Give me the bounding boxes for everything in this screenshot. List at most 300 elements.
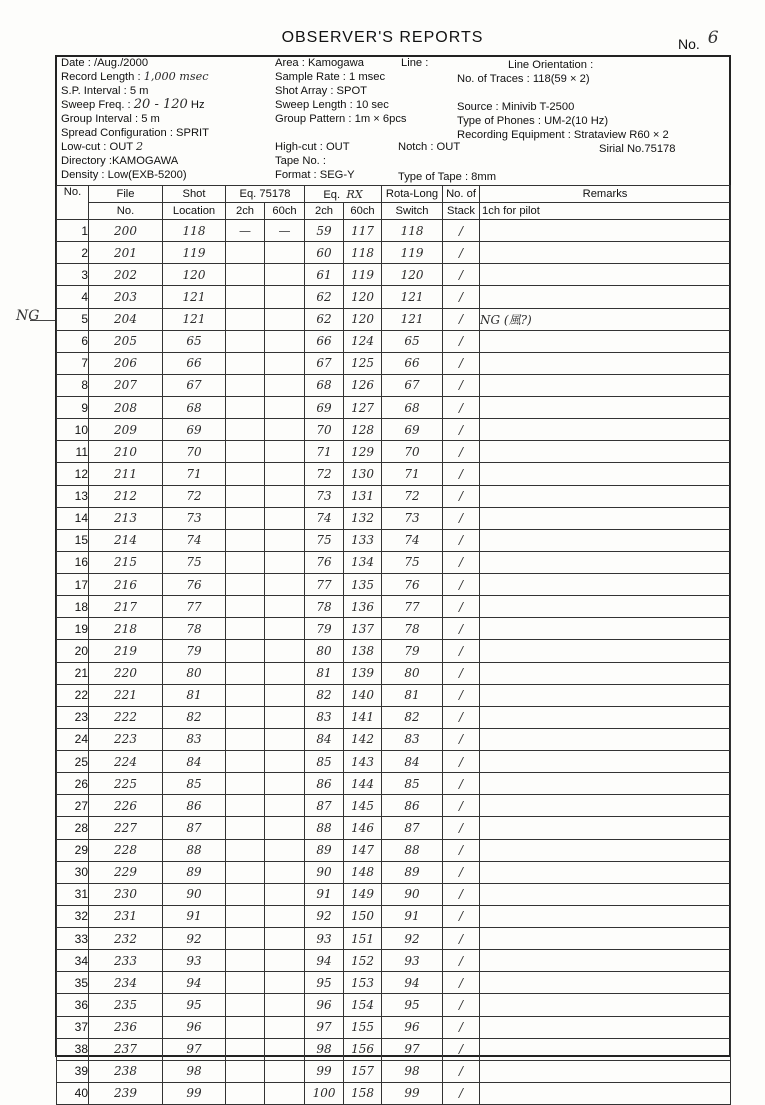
density-field: Density : Low(EXB-5200) (61, 169, 187, 181)
stack-cell: / (443, 220, 480, 242)
file-no-cell: 228 (89, 839, 163, 861)
eq2-60ch-cell: 156 (344, 1038, 382, 1060)
eq1-60ch-cell (265, 751, 305, 773)
rota-switch-cell: 86 (382, 795, 443, 817)
remarks-cell (480, 574, 731, 596)
stack-cell: / (443, 352, 480, 374)
low-cut-field (61, 140, 143, 154)
file-no-cell: 207 (89, 374, 163, 396)
eq1-60ch-cell (265, 618, 305, 640)
eq1-2ch-cell (226, 883, 265, 905)
shot-location-cell: 79 (163, 640, 226, 662)
remarks-cell (480, 220, 731, 242)
col-header-shot: Shot (163, 186, 226, 203)
tape-type-field: Type of Tape : 8mm (398, 171, 497, 183)
eq1-2ch-cell (226, 861, 265, 883)
table-row (57, 994, 731, 1016)
remarks-cell (480, 397, 731, 419)
rota-switch-cell: 92 (382, 928, 443, 950)
shot-location-cell: 88 (163, 839, 226, 861)
col-header-eq1: Eq. 75178 (226, 186, 305, 203)
shot-location-cell: 98 (163, 1060, 226, 1082)
eq2-60ch-cell: 146 (344, 817, 382, 839)
row-number: 3 (57, 264, 89, 286)
stack-cell: / (443, 662, 480, 684)
file-no-cell: 235 (89, 994, 163, 1016)
eq1-2ch-cell (226, 1038, 265, 1060)
rota-switch-cell: 75 (382, 551, 443, 573)
eq2-60ch-cell: 128 (344, 419, 382, 441)
row-number: 26 (57, 773, 89, 795)
table-row (57, 507, 731, 529)
file-no-cell: 204 (89, 308, 163, 330)
row-number: 40 (57, 1082, 89, 1104)
stack-cell: / (443, 596, 480, 618)
stack-cell: / (443, 1082, 480, 1104)
eq1-2ch-cell (226, 1082, 265, 1104)
remarks-cell (480, 795, 731, 817)
remarks-cell (480, 529, 731, 551)
shot-location-cell: 75 (163, 551, 226, 573)
table-row (57, 1082, 731, 1104)
shot-location-cell: 65 (163, 330, 226, 352)
remarks-cell (480, 1038, 731, 1060)
rota-switch-cell: 68 (382, 397, 443, 419)
row-number: 15 (57, 529, 89, 551)
eq1-60ch-cell (265, 883, 305, 905)
row-number: 28 (57, 817, 89, 839)
eq2-60ch-cell: 138 (344, 640, 382, 662)
stack-cell: / (443, 839, 480, 861)
remarks-cell (480, 330, 731, 352)
rota-switch-cell: 76 (382, 574, 443, 596)
document-number (678, 28, 719, 54)
row-number: 10 (57, 419, 89, 441)
shot-location-cell: 77 (163, 596, 226, 618)
page-title: OBSERVER'S REPORTS (281, 29, 484, 46)
row-number: 11 (57, 441, 89, 463)
eq1-2ch-cell (226, 441, 265, 463)
file-no-cell: 216 (89, 574, 163, 596)
eq1-2ch-cell (226, 950, 265, 972)
stack-cell: / (443, 706, 480, 728)
col-header-eq2-60ch: 60ch (344, 203, 382, 220)
table-row (57, 1060, 731, 1082)
rota-switch-cell: 95 (382, 994, 443, 1016)
eq2-2ch-cell: 60 (305, 242, 344, 264)
eq2-2ch-cell: 98 (305, 1038, 344, 1060)
file-no-cell: 205 (89, 330, 163, 352)
eq1-2ch-cell: — (226, 220, 265, 242)
row-number: 19 (57, 618, 89, 640)
col-header-eq2-mark: RX (346, 187, 363, 201)
remarks-cell (480, 242, 731, 264)
eq2-2ch-cell: 66 (305, 330, 344, 352)
table-row (57, 242, 731, 264)
file-no-cell: 202 (89, 264, 163, 286)
eq2-60ch-cell: 135 (344, 574, 382, 596)
rota-switch-cell: 84 (382, 751, 443, 773)
row-number: 20 (57, 640, 89, 662)
eq1-60ch-cell (265, 684, 305, 706)
eq2-60ch-cell: 127 (344, 397, 382, 419)
file-no-cell: 236 (89, 1016, 163, 1038)
rota-switch-cell: 78 (382, 618, 443, 640)
file-no-cell: 201 (89, 242, 163, 264)
eq1-2ch-cell (226, 330, 265, 352)
table-row (57, 972, 731, 994)
eq2-2ch-cell: 80 (305, 640, 344, 662)
file-no-cell: 210 (89, 441, 163, 463)
rota-switch-cell: 121 (382, 308, 443, 330)
col-header-eq2-label: Eq. (323, 188, 341, 201)
stack-cell: / (443, 574, 480, 596)
stack-cell: / (443, 640, 480, 662)
eq1-2ch-cell (226, 773, 265, 795)
file-no-cell: 206 (89, 352, 163, 374)
stack-cell: / (443, 684, 480, 706)
stack-cell: / (443, 374, 480, 396)
table-row (57, 728, 731, 750)
eq2-2ch-cell: 76 (305, 551, 344, 573)
eq2-60ch-cell: 152 (344, 950, 382, 972)
low-cut-label: Low-cut : OUT (61, 141, 133, 153)
stack-cell: / (443, 773, 480, 795)
source-field: Source : Minivib T-2500 (457, 101, 575, 113)
row-number: 7 (57, 352, 89, 374)
rota-switch-cell: 90 (382, 883, 443, 905)
table-row (57, 286, 731, 308)
eq1-2ch-cell (226, 242, 265, 264)
rota-switch-cell: 85 (382, 773, 443, 795)
stack-cell: / (443, 441, 480, 463)
rota-switch-cell: 83 (382, 728, 443, 750)
sweep-freq-field (61, 98, 205, 112)
file-no-cell: 217 (89, 596, 163, 618)
eq1-60ch-cell (265, 596, 305, 618)
row-number: 13 (57, 485, 89, 507)
stack-cell: / (443, 507, 480, 529)
file-no-cell: 226 (89, 795, 163, 817)
remarks-cell (480, 1016, 731, 1038)
stack-cell: / (443, 817, 480, 839)
shot-location-cell: 97 (163, 1038, 226, 1060)
shot-location-cell: 83 (163, 728, 226, 750)
eq1-2ch-cell (226, 817, 265, 839)
file-no-cell: 227 (89, 817, 163, 839)
file-no-cell: 224 (89, 751, 163, 773)
eq2-2ch-cell: 92 (305, 905, 344, 927)
rota-switch-cell: 77 (382, 596, 443, 618)
eq1-60ch-cell (265, 640, 305, 662)
eq2-60ch-cell: 158 (344, 1082, 382, 1104)
file-no-cell: 215 (89, 551, 163, 573)
eq2-2ch-cell: 74 (305, 507, 344, 529)
rota-switch-cell: 87 (382, 817, 443, 839)
eq1-2ch-cell (226, 684, 265, 706)
file-no-cell: 211 (89, 463, 163, 485)
table-row (57, 640, 731, 662)
table-row (57, 928, 731, 950)
row-number: 22 (57, 684, 89, 706)
stack-cell: / (443, 928, 480, 950)
rota-switch-cell: 74 (382, 529, 443, 551)
spread-configuration-field: Spread Configuration : SPRIT (61, 127, 209, 139)
rota-switch-cell: 81 (382, 684, 443, 706)
eq1-60ch-cell (265, 441, 305, 463)
table-row (57, 308, 731, 330)
stack-cell: / (443, 905, 480, 927)
shot-location-cell: 73 (163, 507, 226, 529)
file-no-cell: 225 (89, 773, 163, 795)
file-no-cell: 230 (89, 883, 163, 905)
eq1-2ch-cell (226, 751, 265, 773)
rota-switch-cell: 70 (382, 441, 443, 463)
table-row (57, 330, 731, 352)
eq1-60ch-cell: — (265, 220, 305, 242)
eq2-2ch-cell: 95 (305, 972, 344, 994)
eq1-60ch-cell (265, 928, 305, 950)
row-number: 36 (57, 994, 89, 1016)
eq2-2ch-cell: 87 (305, 795, 344, 817)
shot-location-cell: 74 (163, 529, 226, 551)
table-row (57, 441, 731, 463)
remarks-cell (480, 640, 731, 662)
eq2-2ch-cell: 67 (305, 352, 344, 374)
table-row (57, 751, 731, 773)
shot-location-cell: 119 (163, 242, 226, 264)
row-number: 29 (57, 839, 89, 861)
eq2-60ch-cell: 139 (344, 662, 382, 684)
row-number: 9 (57, 397, 89, 419)
shot-location-cell: 85 (163, 773, 226, 795)
eq2-2ch-cell: 69 (305, 397, 344, 419)
rota-switch-cell: 79 (382, 640, 443, 662)
file-no-cell: 209 (89, 419, 163, 441)
eq2-60ch-cell: 150 (344, 905, 382, 927)
table-row (57, 905, 731, 927)
rota-switch-cell: 66 (382, 352, 443, 374)
rota-switch-cell: 119 (382, 242, 443, 264)
row-number: 2 (57, 242, 89, 264)
stack-cell: / (443, 883, 480, 905)
eq1-60ch-cell (265, 330, 305, 352)
group-interval-field: Group Interval : 5 m (61, 113, 160, 125)
stack-cell: / (443, 242, 480, 264)
eq1-60ch-cell (265, 1082, 305, 1104)
table-row (57, 574, 731, 596)
table-row (57, 220, 731, 242)
shot-location-cell: 70 (163, 441, 226, 463)
stack-cell: / (443, 795, 480, 817)
eq2-2ch-cell: 90 (305, 861, 344, 883)
table-row (57, 596, 731, 618)
file-no-cell: 239 (89, 1082, 163, 1104)
remarks-cell (480, 972, 731, 994)
side-note-ng: NG (16, 308, 40, 324)
eq1-60ch-cell (265, 950, 305, 972)
remarks-cell (480, 817, 731, 839)
eq2-2ch-cell: 82 (305, 684, 344, 706)
document-number-value: 6 (707, 28, 719, 48)
eq1-2ch-cell (226, 994, 265, 1016)
row-number: 21 (57, 662, 89, 684)
col-header-remarks: Remarks (480, 186, 731, 203)
rota-switch-cell: 93 (382, 950, 443, 972)
eq2-2ch-cell: 85 (305, 751, 344, 773)
eq1-60ch-cell (265, 463, 305, 485)
file-no-cell: 203 (89, 286, 163, 308)
table-row (57, 883, 731, 905)
row-number: 1 (57, 220, 89, 242)
eq1-60ch-cell (265, 817, 305, 839)
remarks-cell: NG (風?) (480, 308, 731, 330)
col-header-stack: No. of (443, 186, 480, 203)
eq2-2ch-cell: 83 (305, 706, 344, 728)
remarks-cell (480, 507, 731, 529)
remarks-cell (480, 728, 731, 750)
row-number: 16 (57, 551, 89, 573)
table-row (57, 817, 731, 839)
row-number: 39 (57, 1060, 89, 1082)
eq2-60ch-cell: 140 (344, 684, 382, 706)
col-header-rota: Rota-Long (382, 186, 443, 203)
eq2-60ch-cell: 133 (344, 529, 382, 551)
table-row (57, 397, 731, 419)
eq1-60ch-cell (265, 706, 305, 728)
stack-cell: / (443, 861, 480, 883)
stack-cell: / (443, 551, 480, 573)
file-no-cell: 219 (89, 640, 163, 662)
table-row (57, 264, 731, 286)
shot-location-cell: 95 (163, 994, 226, 1016)
eq2-2ch-cell: 88 (305, 817, 344, 839)
remarks-cell (480, 883, 731, 905)
shot-location-cell: 81 (163, 684, 226, 706)
eq1-2ch-cell (226, 706, 265, 728)
table-row (57, 861, 731, 883)
row-number: 32 (57, 905, 89, 927)
col-header-eq2 (305, 186, 382, 203)
file-no-cell: 212 (89, 485, 163, 507)
eq2-60ch-cell: 148 (344, 861, 382, 883)
remarks-cell (480, 994, 731, 1016)
eq1-60ch-cell (265, 286, 305, 308)
remarks-cell (480, 551, 731, 573)
stack-cell: / (443, 618, 480, 640)
file-no-cell: 223 (89, 728, 163, 750)
remarks-cell (480, 950, 731, 972)
eq1-60ch-cell (265, 352, 305, 374)
tape-no-field: Tape No. : (275, 155, 326, 167)
eq1-2ch-cell (226, 618, 265, 640)
shot-location-cell: 69 (163, 419, 226, 441)
eq1-60ch-cell (265, 1060, 305, 1082)
table-row (57, 773, 731, 795)
file-no-cell: 233 (89, 950, 163, 972)
eq1-2ch-cell (226, 640, 265, 662)
eq1-2ch-cell (226, 308, 265, 330)
row-number: 33 (57, 928, 89, 950)
eq2-60ch-cell: 141 (344, 706, 382, 728)
eq1-2ch-cell (226, 397, 265, 419)
eq1-2ch-cell (226, 662, 265, 684)
eq2-2ch-cell: 72 (305, 463, 344, 485)
col-header-shot-sub: Location (163, 203, 226, 220)
rota-switch-cell: 121 (382, 286, 443, 308)
remarks-cell (480, 706, 731, 728)
file-no-cell: 222 (89, 706, 163, 728)
eq1-2ch-cell (226, 551, 265, 573)
eq2-2ch-cell: 75 (305, 529, 344, 551)
table-row (57, 1016, 731, 1038)
side-note-pointer (30, 320, 56, 321)
eq2-2ch-cell: 84 (305, 728, 344, 750)
stack-cell: / (443, 751, 480, 773)
document-number-label: No. (678, 36, 700, 52)
eq2-2ch-cell: 59 (305, 220, 344, 242)
eq1-2ch-cell (226, 374, 265, 396)
sample-rate-field: Sample Rate : 1 msec (275, 71, 386, 83)
shot-location-cell: 82 (163, 706, 226, 728)
row-number: 35 (57, 972, 89, 994)
eq2-60ch-cell: 147 (344, 839, 382, 861)
high-cut-field: High-cut : OUT (275, 141, 350, 153)
eq2-2ch-cell: 91 (305, 883, 344, 905)
eq2-2ch-cell: 68 (305, 374, 344, 396)
eq1-2ch-cell (226, 529, 265, 551)
low-cut-mark: 2 (136, 140, 144, 153)
eq1-2ch-cell (226, 352, 265, 374)
shot-location-cell: 72 (163, 485, 226, 507)
eq1-60ch-cell (265, 485, 305, 507)
row-number: 8 (57, 374, 89, 396)
recording-equipment-field: Recording Equipment : Strataview R60 × 2 (457, 129, 669, 141)
remarks-cell (480, 596, 731, 618)
rota-switch-cell: 120 (382, 264, 443, 286)
rota-switch-cell: 118 (382, 220, 443, 242)
stack-cell: / (443, 529, 480, 551)
col-header-file-sub: No. (89, 203, 163, 220)
eq2-2ch-cell: 97 (305, 1016, 344, 1038)
col-header-file: File (89, 186, 163, 203)
rota-switch-cell: 94 (382, 972, 443, 994)
rota-switch-cell: 91 (382, 905, 443, 927)
eq1-60ch-cell (265, 374, 305, 396)
remarks-cell (480, 839, 731, 861)
shot-location-cell: 68 (163, 397, 226, 419)
stack-cell: / (443, 419, 480, 441)
remarks-cell (480, 1060, 731, 1082)
stack-cell: / (443, 264, 480, 286)
eq1-2ch-cell (226, 928, 265, 950)
col-header-eq2-2ch: 2ch (305, 203, 344, 220)
eq2-2ch-cell: 81 (305, 662, 344, 684)
eq1-2ch-cell (226, 574, 265, 596)
shot-location-cell: 67 (163, 374, 226, 396)
eq2-60ch-cell: 130 (344, 463, 382, 485)
col-header-stack-sub: Stack (443, 203, 480, 220)
directory-field: Directory :KAMOGAWA (61, 155, 179, 167)
shot-location-cell: 71 (163, 463, 226, 485)
serial-no-field: Sirial No.75178 (599, 143, 676, 155)
date-field: Date : /Aug./2000 (61, 57, 149, 69)
eq2-60ch-cell: 143 (344, 751, 382, 773)
eq1-60ch-cell (265, 397, 305, 419)
file-no-cell: 232 (89, 928, 163, 950)
rota-switch-cell: 82 (382, 706, 443, 728)
table-row (57, 485, 731, 507)
